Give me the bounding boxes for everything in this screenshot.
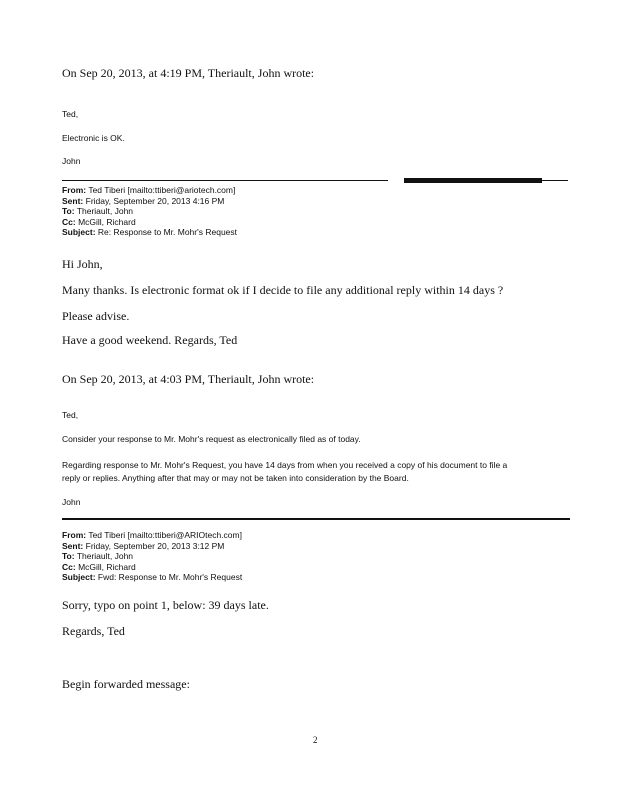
cc-row: Cc: McGill, Richard (62, 216, 136, 227)
email-header-2 (62, 530, 242, 583)
to-row: To: Theriault, John (62, 206, 134, 216)
greeting-2: Hi John, (62, 257, 103, 271)
email-header-1 (62, 185, 237, 238)
sent-row: Sent: Friday, September 20, 2013 3:12 PM (62, 540, 225, 551)
body-2: Many thanks. Is electronic format ok if I decide to file any additional reply within 14 days ? (62, 283, 504, 297)
wrote-line-2: On Sep 20, 2013, at 4:03 PM, Theriault, John wrote: (62, 372, 315, 386)
greeting-1: Ted, (62, 109, 79, 119)
body-1: Electronic is OK. (62, 133, 125, 143)
separator-rule (62, 180, 388, 181)
advise-2: Please advise. (62, 309, 130, 323)
cc-row: Cc: McGill, Richard (62, 561, 136, 572)
subject-row: Subject: Re: Response to Mr. Mohr's Request (62, 227, 238, 237)
signature-3: John (62, 497, 81, 507)
para-1: Consider your response to Mr. Mohr's request as electronically filed as of today. (62, 434, 361, 444)
page-number: 2 (313, 735, 318, 745)
closing-4: Regards, Ted (62, 624, 125, 638)
to-row: To: Theriault, John (62, 551, 134, 561)
separator-rule-end (542, 180, 568, 181)
separator-rule-2 (62, 518, 570, 520)
wrote-line-1: On Sep 20, 2013, at 4:19 PM, Theriault, John wrote: (62, 66, 315, 80)
body-4: Sorry, typo on point 1, below: 39 days late. (62, 598, 269, 612)
from-row: From: Ted Tiberi [mailto:ttiberi@ariotech.com] (62, 185, 236, 195)
closing-2: Have a good weekend. Regards, Ted (62, 333, 238, 347)
redaction-bar (404, 178, 542, 183)
para-2: Regarding response to Mr. Mohr's Request, you have 14 days from when you received a copy of his document to file a reply or replies. Anything after that may or may not be taken into consideration by the Board. (62, 460, 508, 483)
signature-1: John (62, 156, 81, 166)
greeting-3: Ted, (62, 410, 79, 420)
forward-line: Begin forwarded message: (62, 677, 190, 691)
subject-row: Subject: Fwd: Response to Mr. Mohr's Request (62, 572, 243, 582)
sent-row: Sent: Friday, September 20, 2013 4:16 PM (62, 195, 225, 206)
from-row: From: Ted Tiberi [mailto:ttiberi@ARIOtech.com] (62, 530, 242, 540)
